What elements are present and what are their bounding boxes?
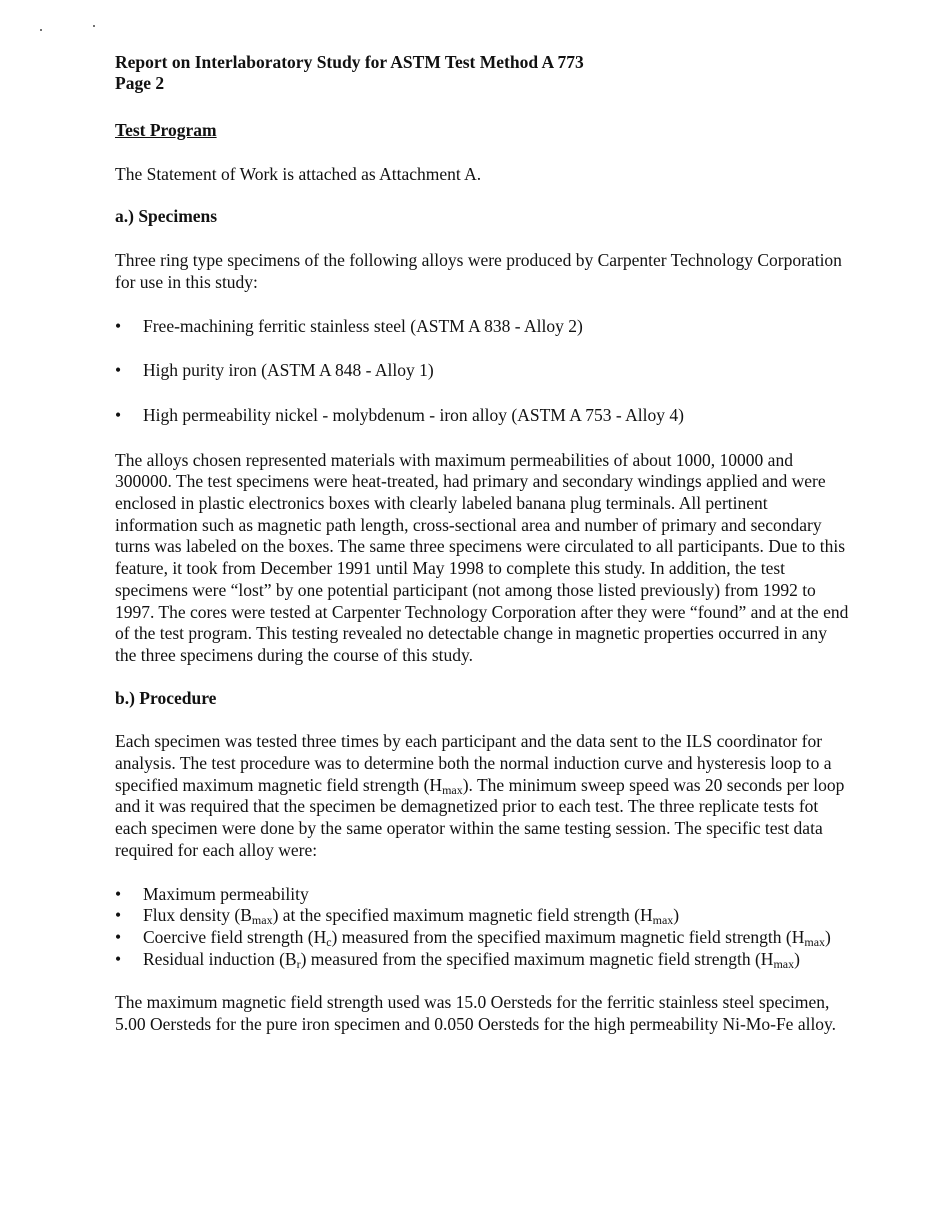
list-item: [115, 405, 850, 427]
alloy-item: Free-machining ferritic stainless steel (ASTM A 838 - Alloy 2): [143, 315, 583, 336]
list-item: [115, 884, 850, 906]
test-program-heading: Test Program: [115, 120, 217, 140]
statement-of-work-text: The Statement of Work is attached as Attachment A.: [115, 163, 482, 184]
specimens-intro: Three ring type specimens of the following alloys were produced by Carpenter Technology Corporation for use in this study:: [115, 250, 842, 292]
scan-speck: [40, 29, 42, 31]
procedure-paragraph: Each specimen was tested three times by each participant and the data sent to the ILS coordinator for analysis. The test procedure was to determine both the normal induction curve and hysteresis loop to a specified maximum magnetic field strength $(H_{max})$. The minimum sweep speed was 20 seconds per loop and it was required that the specimen be demagnetized prior to each test. The three replicate tests fot each specimen were done by the same operator within the same testing session. The specific test data required for each alloy were:: [115, 731, 845, 860]
specimens-heading: a.) Specimens: [115, 206, 218, 227]
page-number: Page 2: [115, 73, 165, 93]
list-item: [115, 905, 850, 927]
scan-speck: [93, 25, 95, 27]
data-item: Maximum permeability: [143, 883, 309, 904]
data-item: Residual induction $(B_r)$ measured from the specified maximum magnetic field strength $(H_{max})$: [143, 948, 800, 971]
report-title: Report on Interlaboratory Study for ASTM Test Method A 773: [115, 52, 584, 72]
list-item: [115, 360, 850, 382]
bullet-icon: •: [115, 315, 122, 336]
data-item: Flux density $(B_{max})$ at the specified maximum magnetic field strength $(H_{max})$: [143, 905, 680, 928]
bullet-icon: •: [115, 883, 122, 904]
alloy-item: High purity iron (ASTM A 848 - Alloy 1): [143, 360, 434, 381]
data-item: Coercive field strength $(H_c)$ measured from the specified maximum magnetic field strength $(H_{max})$: [143, 926, 831, 949]
alloy-item: High permeability nickel - molybdenum - iron alloy (ASTM A 753 - Alloy 4): [143, 404, 684, 425]
test-data-list: [115, 884, 850, 971]
list-item: [115, 949, 850, 971]
bullet-icon: •: [115, 905, 122, 926]
document-page: [115, 52, 850, 1036]
specimens-description: The alloys chosen represented materials with maximum permeabilities of about 1000, 10000 and 300000. The test specimens were heat-treated, had primary and secondary windings applied and were enclosed in plastic electronics boxes with clearly labeled banana plug terminals. All pertinent information such as magnetic path length, cross-sectional area and number of primary and secondary turns was labeled on the boxes. The same three specimens were circulated to all participants. Due to this feature, it took from December 1991 until May 1998 to complete this study. In addition, the test specimens were “lost” by one potential participant (not among those listed previously) from 1992 to 1997. The cores were tested at Carpenter Technology Corporation after they were “found” and at the end of the test program. This testing revealed no detectable change in magnetic properties occurred in any the three specimens during the course of this study.: [115, 449, 849, 665]
bullet-icon: •: [115, 360, 122, 381]
bullet-icon: •: [115, 926, 122, 947]
list-item: [115, 927, 850, 949]
procedure-conclusion: The maximum magnetic field strength used was 15.0 Oersteds for the ferritic stainless steel specimen, 5.00 Oersteds for the pure iron specimen and 0.050 Oersteds for the high permeability Ni-Mo-Fe alloy.: [115, 992, 837, 1035]
alloy-list: [115, 316, 850, 427]
bullet-icon: •: [115, 404, 122, 425]
bullet-icon: •: [115, 948, 122, 969]
report-header: [115, 52, 850, 94]
procedure-heading: b.) Procedure: [115, 687, 217, 708]
list-item: [115, 316, 850, 338]
